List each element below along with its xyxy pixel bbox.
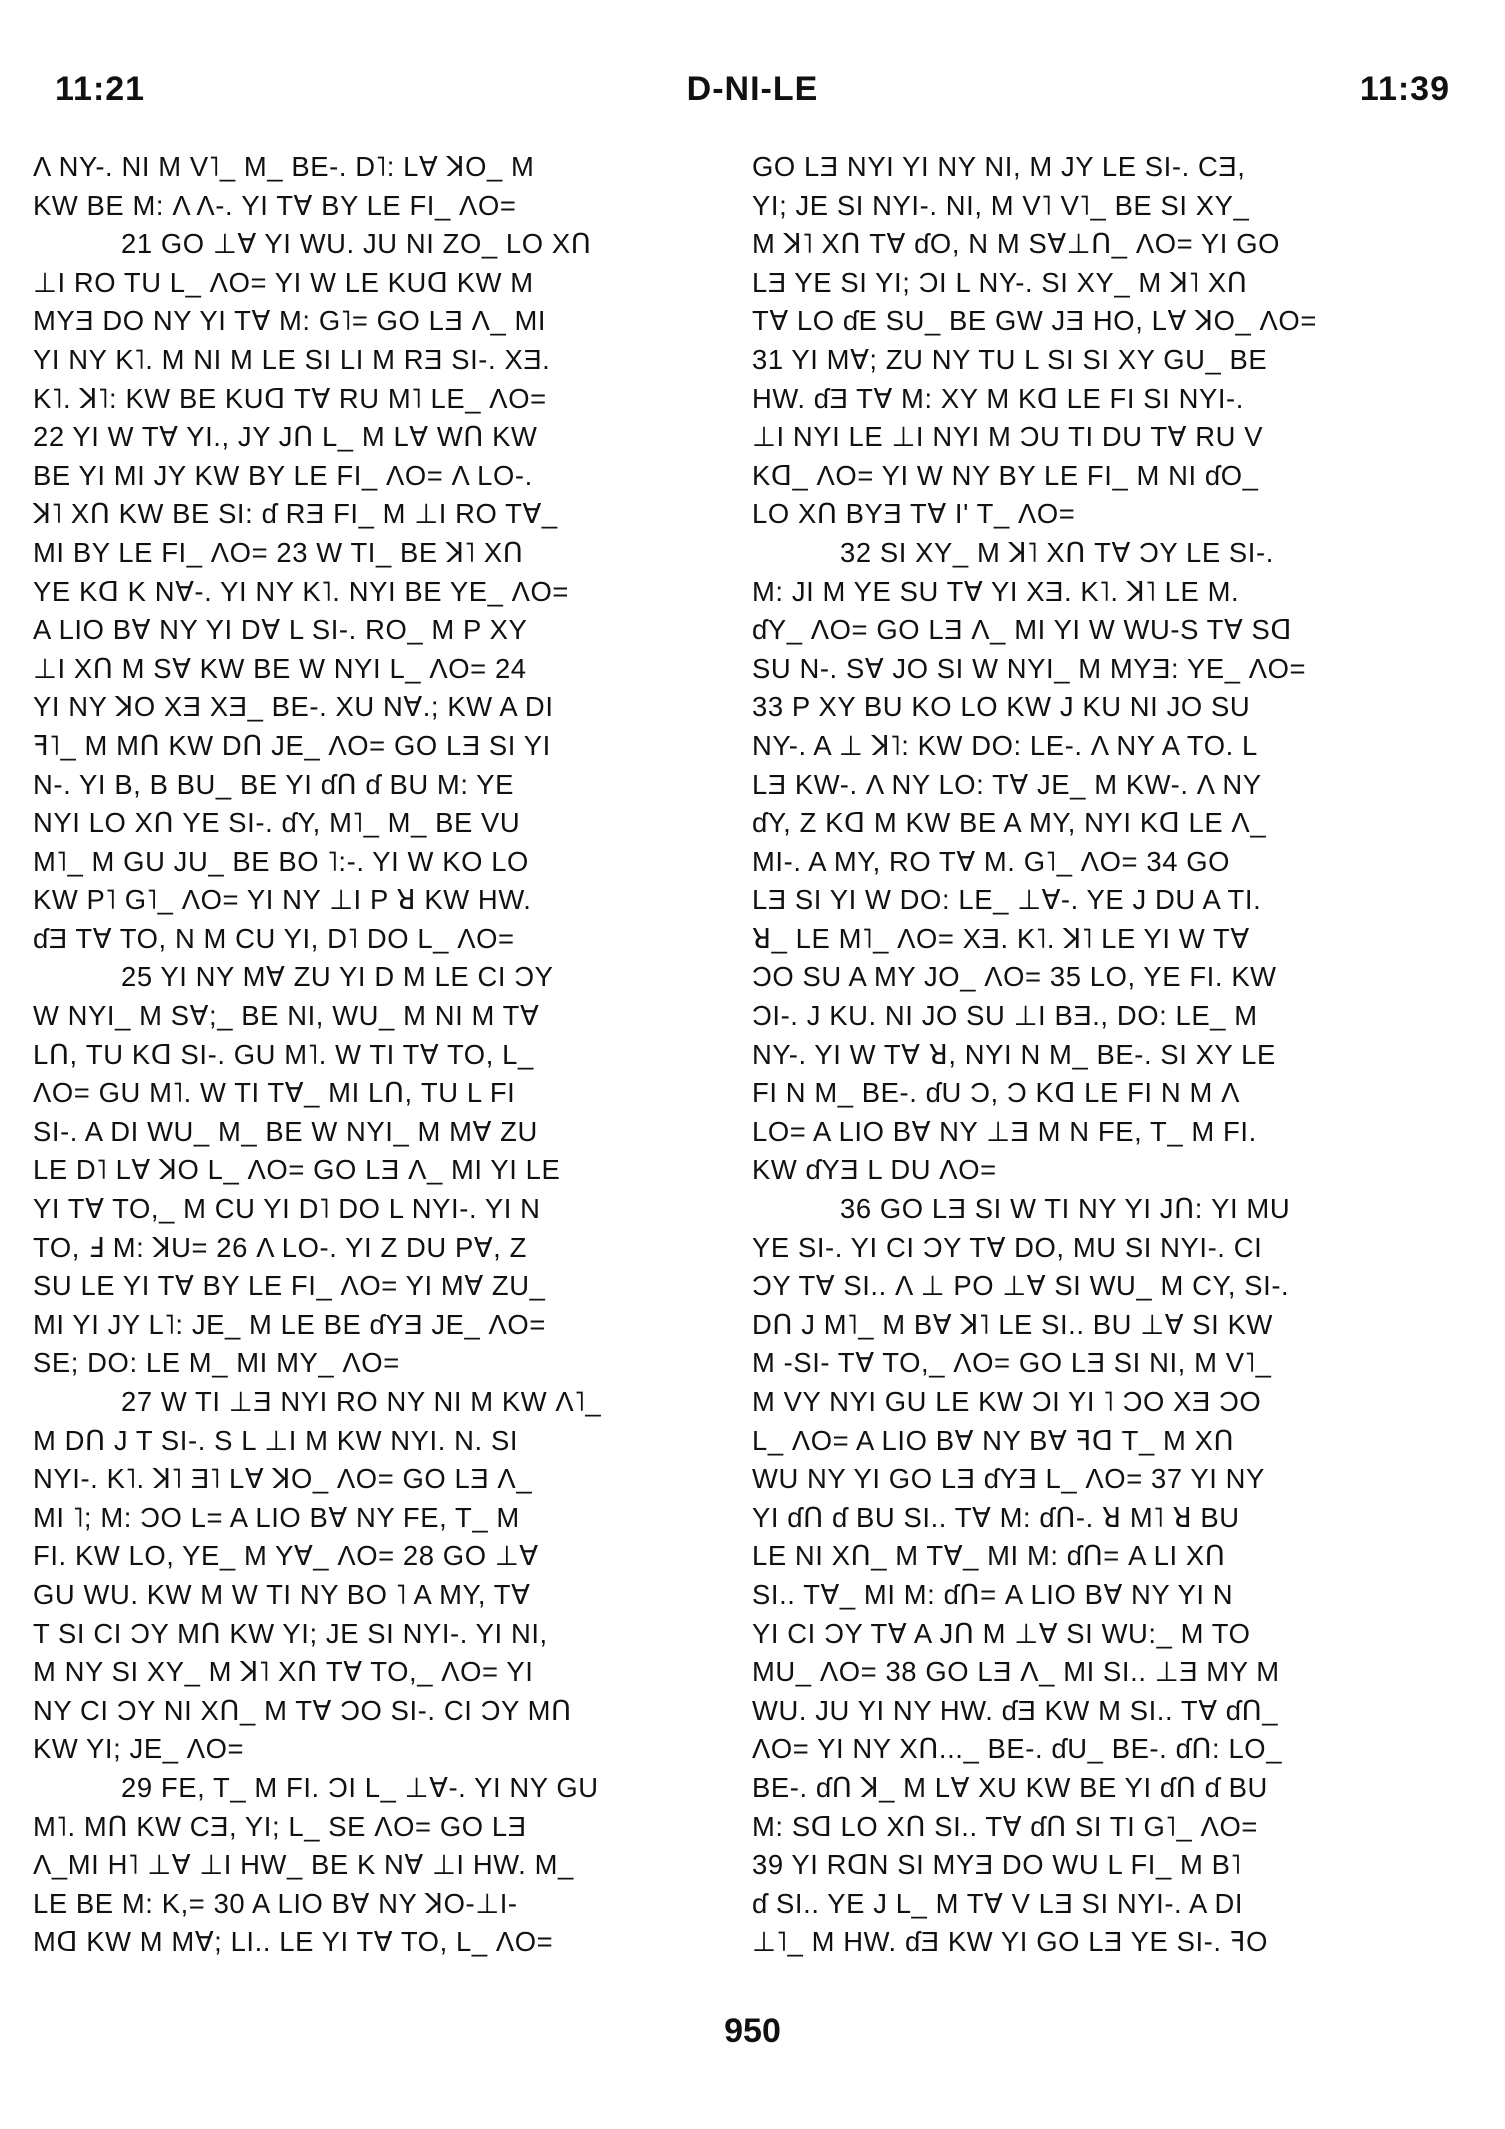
text-line: MI YI JY L˥: JE_ M LE BE ɗYƎ JE_ ɅO=	[33, 1308, 546, 1340]
text-line: 29 FE, T_ M FI. ƆI L_ ⊥Ɐ-. YI NY GU	[121, 1771, 599, 1803]
text-line: YI ɗՈ ɗ BU SI.. TⱯ M: ɗՈ-. ꓤ M˥ ꓤ BU	[752, 1501, 1240, 1533]
text-line: 39 YI RꓷN SI MYƎ DO WU L FI_ M B˥	[752, 1849, 1242, 1881]
text-line: Mꓷ KW M MⱯ; LI.. LE YI TⱯ TO, L_ ɅO=	[33, 1926, 554, 1958]
text-line: FI. KW LO, YE_ M YⱯ_ ɅO= 28 GO ⊥Ɐ	[33, 1540, 539, 1572]
text-line: BE YI MI JY KW BY LE FI_ ɅO= Λ LO-.	[33, 459, 533, 491]
text-line: 25 YI NY MⱯ ZU YI D M LE CI ƆY	[121, 961, 554, 993]
text-line: M VY NYI GU LE KW ƆI YI ˥ ƆO XƎ ƆO	[752, 1386, 1262, 1417]
text-line: ɗY, Z Kꓷ M KW BE A MY, NYI Kꓷ LE Λ_	[752, 807, 1267, 839]
text-line: YE SI-. YI CI ƆY TⱯ DO, MU SI NYI-. CI	[752, 1231, 1263, 1263]
header-book-title: D-NI-LE	[686, 70, 819, 108]
text-line: ⊥I NYI LE ⊥I NYI M ƆU TI DU TⱯ RU V	[752, 421, 1264, 453]
text-line: ⊥I RO TU L_ ɅO= YI W LE KUꓷ KW M	[33, 266, 534, 298]
text-line: NY CI ƆY NI XՈ_ M TⱯ ƆO SI-. CI ƆY MՈ	[33, 1694, 572, 1726]
text-line: WU NY YI GO LƎ ɗYƎ L_ ɅO= 37 YI NY	[752, 1463, 1265, 1495]
text-line: M NY SI XY_ M ꓘ˥ XՈ TⱯ TO,_ ɅO= YI	[33, 1656, 534, 1688]
text-line: KW BE M: Λ Λ-. YI TⱯ BY LE FI_ ɅO=	[33, 189, 517, 221]
text-line: LE NI XՈ_ M TⱯ_ MI M: ɗՈ= A LI XՈ	[752, 1540, 1226, 1572]
left-text-column	[33, 148, 713, 1962]
text-line: ƆO SU A MY JO_ ɅO= 35 LO, YE FI. KW	[752, 961, 1277, 993]
page-number: 950	[724, 2012, 781, 2050]
text-line: HW. ɗƎ TⱯ M: XY M Kꓷ LE FI SI NYI-.	[752, 382, 1244, 414]
text-line: YI; JE SI NYI-. NI, M V˥ V˥_ BE SI XY_	[752, 189, 1250, 221]
text-line: ɗƎ TⱯ TO, N M CU YI, D˥ DO L_ ɅO=	[33, 922, 515, 954]
text-line: KW YI; JE_ ɅO=	[33, 1733, 245, 1765]
text-line: MYƎ DO NY YI TⱯ M: G˥= GO LƎ Λ_ MI	[33, 305, 547, 337]
text-line: ƆY TⱯ SI.. Λ ⊥ PO ⊥Ɐ SI WU_ M CY, SI-.	[752, 1270, 1290, 1302]
text-line: TO, Ⅎ M: ꓘU= 26 Λ LO-. YI Z DU PⱯ, Z	[33, 1231, 527, 1263]
text-line: 21 GO ⊥Ɐ YI WU. JU NI ZO_ LO XՈ	[121, 228, 592, 260]
text-line: ƆI-. J KU. NI JO SU ⊥I BƎ., DO: LE_ M	[752, 1000, 1258, 1032]
text-line: M DՈ J T SI-. S L ⊥I M KW NYI. N. SI	[33, 1424, 519, 1456]
text-line: ⊥I XՈ M SⱯ KW BE W NYI L_ ɅO= 24	[33, 652, 527, 684]
text-line: MU_ ɅO= 38 GO LƎ Λ_ MI SI.. ⊥Ǝ MY M	[752, 1656, 1280, 1688]
text-line: A LIO BⱯ NY YI DⱯ L SI-. RO_ M P XY	[33, 614, 528, 646]
text-line: GU WU. KW M W TI NY BO ˥ A MY, TⱯ	[33, 1578, 531, 1610]
text-line: KW P˥ G˥_ ɅO= YI NY ⊥I P ꓤ KW HW.	[33, 884, 532, 916]
text-line: LƎ KW-. Λ NY LO: TⱯ JE_ M KW-. Λ NY	[752, 768, 1262, 800]
text-line: SU LE YI TⱯ BY LE FI_ ɅO= YI MⱯ ZU_	[33, 1270, 546, 1302]
text-line: Λ_MI H˥ ⊥Ɐ ⊥I HW_ BE K NⱯ ⊥I HW. M_	[33, 1849, 574, 1881]
text-line: YI NY ꓘO XƎ XƎ_ BE-. XU NⱯ.; KW A DI	[33, 691, 554, 723]
running-header	[55, 70, 1450, 130]
text-line: ꟻ˥_ M MՈ KW DՈ JE_ ɅO= GO LƎ SI YI	[33, 729, 551, 761]
text-line: 33 P XY BU KO LO KW J KU NI JO SU	[752, 691, 1251, 723]
text-line: 31 YI MⱯ; ZU NY TU L SI SI XY GU_ BE	[752, 343, 1268, 375]
text-line: KW ɗYƎ L DU ɅO=	[752, 1154, 997, 1186]
text-line: ɗY_ ɅO= GO LƎ Λ_ MI YI W WU-S TⱯ Sꓷ	[752, 614, 1293, 646]
right-text-column	[752, 148, 1412, 1962]
text-line: DՈ J M˥_ M BⱯ ꓘ˥ LE SI.. BU ⊥Ɐ SI KW	[752, 1308, 1273, 1340]
text-line: SI.. TⱯ_ MI M: ɗՈ= A LIO BⱯ NY YI N	[752, 1578, 1234, 1610]
text-line: LO= A LIO BⱯ NY ⊥Ǝ M N FE, T_ M FI.	[752, 1115, 1257, 1147]
text-line: ɅO= YI NY XՈ..._ BE-. ɗU_ BE-. ɗՈ: LO_	[752, 1733, 1283, 1765]
text-line: Kꓷ_ ɅO= YI W NY BY LE FI_ M NI ɗO_	[752, 459, 1259, 491]
text-line: NYI LO XՈ YE SI-. ɗY, M˥_ M_ BE VU	[33, 807, 521, 839]
text-line: N-. YI B, B BU_ BE YI ɗՈ ɗ BU M: YE	[33, 768, 514, 800]
text-line: ꓤ_ LE M˥_ ɅO= XƎ. K˥. ꓘ˥ LE YI W TⱯ	[752, 922, 1250, 954]
text-line: LE D˥ LⱯ ꓘO L_ ɅO= GO LƎ Λ_ MI YI LE	[33, 1154, 561, 1186]
text-line: M˥. MՈ KW CƎ, YI; L_ SE ɅO= GO LƎ	[33, 1810, 527, 1842]
text-line: WU. JU YI NY HW. ɗƎ KW M SI.. TⱯ ɗՈ_	[752, 1694, 1279, 1726]
text-line: M ꓘ˥ XՈ TⱯ ɗO, N M SⱯ⊥Ո_ ɅO= YI GO	[752, 228, 1281, 260]
text-line: MI-. A MY, RO TⱯ M. G˥_ ɅO= 34 GO	[752, 845, 1231, 877]
text-line: M: Sꓷ LO XՈ SI.. TⱯ ɗՈ SI TI G˥_ ɅO=	[752, 1810, 1258, 1842]
text-line: M: JI M YE SU TⱯ YI XƎ. K˥. ꓘ˥ LE M.	[752, 575, 1240, 607]
text-line: LO XՈ BYƎ TⱯ I' T_ ɅO=	[752, 498, 1076, 530]
text-line: YE Kꓷ K NⱯ-. YI NY K˥. NYI BE YE_ ɅO=	[33, 575, 570, 607]
text-line: 27 W TI ⊥Ǝ NYI RO NY NI M KW Λ˥_	[121, 1386, 602, 1417]
text-line: ꓘ˥ XՈ KW BE SI: ɗ RƎ FI_ M ⊥I RO TⱯ_	[33, 498, 558, 530]
text-line: SU N-. SⱯ JO SI W NYI_ M MYƎ: YE_ ɅO=	[752, 652, 1307, 684]
text-line: 22 YI W TⱯ YI., JY JՈ L_ M LⱯ WՈ KW	[33, 421, 538, 453]
text-line: M˥_ M GU JU_ BE BO ˥:-. YI W KO LO	[33, 845, 529, 877]
text-line: YI NY K˥. M NI M LE SI LI M RƎ SI-. XƎ.	[33, 343, 551, 375]
text-line: LՈ, TU Kꓷ SI-. GU M˥. W TI TⱯ TO, L_	[33, 1038, 534, 1070]
header-chapter-verse-end: 11:39	[1359, 70, 1450, 108]
text-line: YI TⱯ TO,_ M CU YI D˥ DO L NYI-. YI N	[33, 1193, 541, 1225]
text-line: FI N M_ BE-. ɗU Ɔ, Ɔ Kꓷ LE FI N M Λ	[752, 1077, 1240, 1109]
text-line: M -SI- TⱯ TO,_ ɅO= GO LƎ SI NI, M V˥_	[752, 1347, 1272, 1379]
text-line: ɅO= GU M˥. W TI TⱯ_ MI LՈ, TU L FI	[33, 1077, 516, 1109]
text-line: W NYI_ M SⱯ;_ BE NI, WU_ M NI M TⱯ	[33, 1000, 540, 1032]
text-line: MI BY LE FI_ ɅO= 23 W TI_ BE ꓘ˥ XՈ	[33, 536, 524, 568]
text-line: L_ ɅO= A LIO BⱯ NY BⱯ ꟻꓷ T_ M XՈ	[752, 1424, 1235, 1456]
text-line: NY-. A ⊥ ꓘ˥: KW DO: LE-. Λ NY A TO. L	[752, 729, 1258, 761]
text-line: NYI-. K˥. ꓘ˥ Ǝ˥ LⱯ ꓘO_ ɅO= GO LƎ Λ_	[33, 1463, 533, 1495]
text-line: YI CI ƆY TⱯ A JՈ M ⊥Ɐ SI WU:_ M TO	[752, 1617, 1251, 1649]
text-line: 36 GO LƎ SI W TI NY YI JՈ: YI MU	[840, 1193, 1291, 1225]
text-line: ⊥˥_ M HW. ɗƎ KW YI GO LƎ YE SI-. ꟻO	[752, 1926, 1269, 1958]
text-line: ɗ SI.. YE J L_ M TⱯ V LƎ SI NYI-. A DI	[752, 1887, 1244, 1919]
text-line: 32 SI XY_ M ꓘ˥ XՈ TⱯ ƆY LE SI-.	[840, 536, 1274, 568]
text-line: MI ˥; M: ƆO L= A LIO BⱯ NY FE, T_ M	[33, 1501, 520, 1533]
header-chapter-verse-start: 11:21	[55, 70, 146, 108]
text-line: LƎ SI YI W DO: LE_ ⊥Ɐ-. YE J DU A TI.	[752, 884, 1262, 916]
text-line: GO LƎ NYI YI NY NI, M JY LE SI-. CƎ,	[752, 151, 1246, 182]
text-line: T SI CI ƆY MՈ KW YI; JE SI NYI-. YI NI,	[33, 1617, 548, 1649]
text-line: Λ NY-. NI M V˥_ M_ BE-. D˥: LⱯ ꓘO_ M	[33, 151, 535, 182]
text-line: NY-. YI W TⱯ ꓤ, NYI N M_ BE-. SI XY LE	[752, 1038, 1276, 1070]
text-line: LƎ YE SI YI; ƆI L NY-. SI XY_ M ꓘ˥ XՈ	[752, 266, 1248, 298]
text-line: LE BE M: K,= 30 A LIO BⱯ NY ꓘO-⊥I-	[33, 1887, 518, 1919]
text-line: BE-. ɗՈ ꓘ_ M LⱯ XU KW BE YI ɗՈ ɗ BU	[752, 1771, 1268, 1803]
text-line: SI-. A DI WU_ M_ BE W NYI_ M MⱯ ZU	[33, 1115, 538, 1147]
text-line: TⱯ LO ɗE SU_ BE GW JƎ HO, LⱯ ꓘO_ ɅO=	[752, 305, 1317, 337]
text-line: SE; DO: LE M_ MI MY_ ɅO=	[33, 1347, 400, 1379]
text-line: K˥. ꓘ˥: KW BE KUꓷ TⱯ RU M˥ LE_ ɅO=	[33, 382, 547, 414]
